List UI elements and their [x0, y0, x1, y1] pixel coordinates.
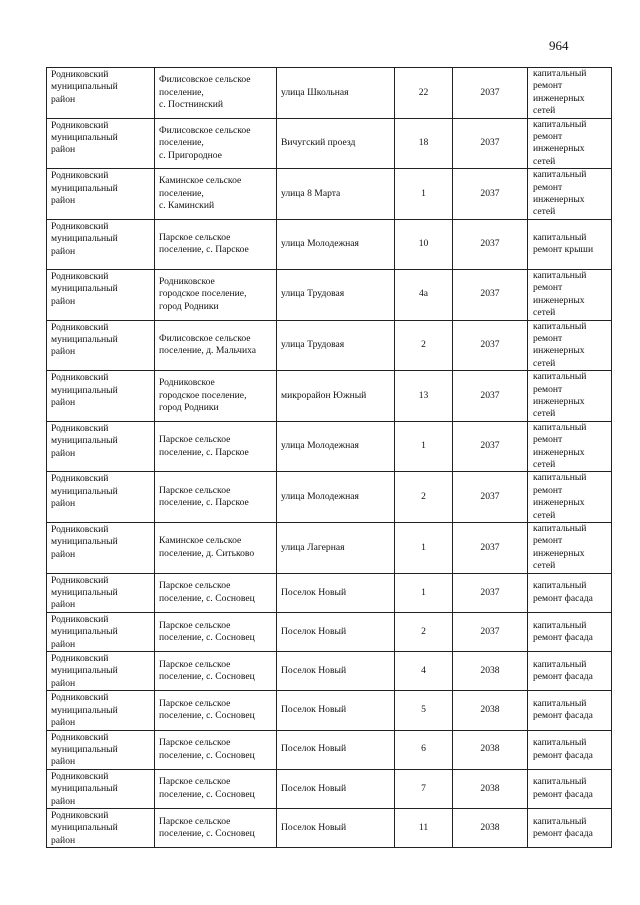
- table-row: [47, 320, 612, 371]
- work-type-cell: капитальный ремонт инженерных сетей: [528, 169, 612, 220]
- house-number-cell: 10: [395, 219, 453, 269]
- street-cell: улица Молодежная: [277, 421, 395, 472]
- settlement-cell: Филисовское сельское поселение, с. Пригородное: [155, 118, 277, 169]
- table-row: [47, 371, 612, 422]
- settlement-cell: Парское сельское поселение, с. Сосновец: [155, 808, 277, 847]
- settlement-cell: Парское сельское поселение, с. Сосновец: [155, 573, 277, 612]
- work-type-cell: капитальный ремонт инженерных сетей: [528, 118, 612, 169]
- table-row: [47, 573, 612, 612]
- district-cell: Родниковский муниципальный район: [47, 769, 155, 808]
- table-row: [47, 730, 612, 769]
- settlement-cell: Парское сельское поселение, с. Парское: [155, 421, 277, 472]
- street-cell: Вичугский проезд: [277, 118, 395, 169]
- year-cell: 2037: [453, 573, 528, 612]
- settlement-cell: Филисовское сельское поселение, с. Постнинский: [155, 68, 277, 119]
- district-cell: Родниковский муниципальный район: [47, 219, 155, 269]
- work-type-cell: капитальный ремонт инженерных сетей: [528, 472, 612, 523]
- work-type-cell: капитальный ремонт фасада: [528, 573, 612, 612]
- house-number-cell: 2: [395, 472, 453, 523]
- house-number-cell: 18: [395, 118, 453, 169]
- district-cell: Родниковский муниципальный район: [47, 371, 155, 422]
- street-cell: Поселок Новый: [277, 808, 395, 847]
- work-type-cell: капитальный ремонт фасада: [528, 808, 612, 847]
- table-row: [47, 219, 612, 269]
- table-row: [47, 118, 612, 169]
- work-type-cell: капитальный ремонт инженерных сетей: [528, 421, 612, 472]
- year-cell: 2037: [453, 612, 528, 651]
- table-row: [47, 421, 612, 472]
- settlement-cell: Родниковское городское поселение, город Родники: [155, 371, 277, 422]
- house-number-cell: 13: [395, 371, 453, 422]
- year-cell: 2038: [453, 769, 528, 808]
- district-cell: Родниковский муниципальный район: [47, 523, 155, 574]
- street-cell: улица Лагерная: [277, 523, 395, 574]
- work-type-cell: капитальный ремонт инженерных сетей: [528, 269, 612, 320]
- settlement-cell: Филисовское сельское поселение, д. Мальчиха: [155, 320, 277, 371]
- district-cell: Родниковский муниципальный район: [47, 652, 155, 691]
- year-cell: 2037: [453, 169, 528, 220]
- street-cell: микрорайон Южный: [277, 371, 395, 422]
- year-cell: 2037: [453, 269, 528, 320]
- house-number-cell: 22: [395, 68, 453, 119]
- district-cell: Родниковский муниципальный район: [47, 691, 155, 730]
- street-cell: улица Молодежная: [277, 472, 395, 523]
- district-cell: Родниковский муниципальный район: [47, 421, 155, 472]
- settlement-cell: Парское сельское поселение, с. Сосновец: [155, 769, 277, 808]
- district-cell: Родниковский муниципальный район: [47, 320, 155, 371]
- street-cell: улица Трудовая: [277, 320, 395, 371]
- table-row: [47, 472, 612, 523]
- table-row: [47, 808, 612, 847]
- house-number-cell: 1: [395, 421, 453, 472]
- table-row: [47, 269, 612, 320]
- house-number-cell: 1: [395, 573, 453, 612]
- work-type-cell: капитальный ремонт инженерных сетей: [528, 371, 612, 422]
- table-row: [47, 612, 612, 651]
- street-cell: Поселок Новый: [277, 691, 395, 730]
- settlement-cell: Парское сельское поселение, с. Сосновец: [155, 652, 277, 691]
- street-cell: улица Молодежная: [277, 219, 395, 269]
- year-cell: 2037: [453, 371, 528, 422]
- settlement-cell: Каминское сельское поселение, с. Каминский: [155, 169, 277, 220]
- district-cell: Родниковский муниципальный район: [47, 169, 155, 220]
- district-cell: Родниковский муниципальный район: [47, 269, 155, 320]
- work-type-cell: капитальный ремонт крыши: [528, 219, 612, 269]
- house-number-cell: 11: [395, 808, 453, 847]
- year-cell: 2038: [453, 691, 528, 730]
- table-body: [47, 68, 612, 848]
- street-cell: улица 8 Марта: [277, 169, 395, 220]
- house-number-cell: 1: [395, 523, 453, 574]
- street-cell: Поселок Новый: [277, 730, 395, 769]
- work-type-cell: капитальный ремонт фасада: [528, 652, 612, 691]
- year-cell: 2037: [453, 118, 528, 169]
- district-cell: Родниковский муниципальный район: [47, 68, 155, 119]
- street-cell: Поселок Новый: [277, 573, 395, 612]
- house-number-cell: 6: [395, 730, 453, 769]
- house-number-cell: 5: [395, 691, 453, 730]
- settlement-cell: Парское сельское поселение, с. Сосновец: [155, 612, 277, 651]
- year-cell: 2038: [453, 730, 528, 769]
- table-row: [47, 769, 612, 808]
- settlement-cell: Парское сельское поселение, с. Парское: [155, 472, 277, 523]
- settlement-cell: Парское сельское поселение, с. Парское: [155, 219, 277, 269]
- settlement-cell: Парское сельское поселение, с. Сосновец: [155, 730, 277, 769]
- table-row: [47, 523, 612, 574]
- year-cell: 2037: [453, 68, 528, 119]
- house-number-cell: 4а: [395, 269, 453, 320]
- house-number-cell: 2: [395, 320, 453, 371]
- house-number-cell: 7: [395, 769, 453, 808]
- year-cell: 2037: [453, 421, 528, 472]
- street-cell: Поселок Новый: [277, 769, 395, 808]
- district-cell: Родниковский муниципальный район: [47, 730, 155, 769]
- table-row: [47, 68, 612, 119]
- work-type-cell: капитальный ремонт фасада: [528, 730, 612, 769]
- house-number-cell: 2: [395, 612, 453, 651]
- street-cell: Поселок Новый: [277, 612, 395, 651]
- year-cell: 2037: [453, 320, 528, 371]
- street-cell: Поселок Новый: [277, 652, 395, 691]
- page-number: 964: [549, 38, 569, 53]
- work-type-cell: капитальный ремонт фасада: [528, 769, 612, 808]
- table-row: [47, 691, 612, 730]
- year-cell: 2037: [453, 523, 528, 574]
- work-type-cell: капитальный ремонт инженерных сетей: [528, 320, 612, 371]
- year-cell: 2038: [453, 808, 528, 847]
- housing-repair-table: [46, 67, 612, 848]
- district-cell: Родниковский муниципальный район: [47, 573, 155, 612]
- table-row: [47, 652, 612, 691]
- settlement-cell: Парское сельское поселение, с. Сосновец: [155, 691, 277, 730]
- work-type-cell: капитальный ремонт инженерных сетей: [528, 68, 612, 119]
- district-cell: Родниковский муниципальный район: [47, 118, 155, 169]
- district-cell: Родниковский муниципальный район: [47, 808, 155, 847]
- district-cell: Родниковский муниципальный район: [47, 472, 155, 523]
- year-cell: 2038: [453, 652, 528, 691]
- street-cell: улица Школьная: [277, 68, 395, 119]
- district-cell: Родниковский муниципальный район: [47, 612, 155, 651]
- house-number-cell: 1: [395, 169, 453, 220]
- work-type-cell: капитальный ремонт фасада: [528, 691, 612, 730]
- work-type-cell: капитальный ремонт инженерных сетей: [528, 523, 612, 574]
- settlement-cell: Родниковское городское поселение, город Родники: [155, 269, 277, 320]
- table-row: [47, 169, 612, 220]
- house-number-cell: 4: [395, 652, 453, 691]
- street-cell: улица Трудовая: [277, 269, 395, 320]
- work-type-cell: капитальный ремонт фасада: [528, 612, 612, 651]
- year-cell: 2037: [453, 472, 528, 523]
- settlement-cell: Каминское сельское поселение, д. Ситьково: [155, 523, 277, 574]
- year-cell: 2037: [453, 219, 528, 269]
